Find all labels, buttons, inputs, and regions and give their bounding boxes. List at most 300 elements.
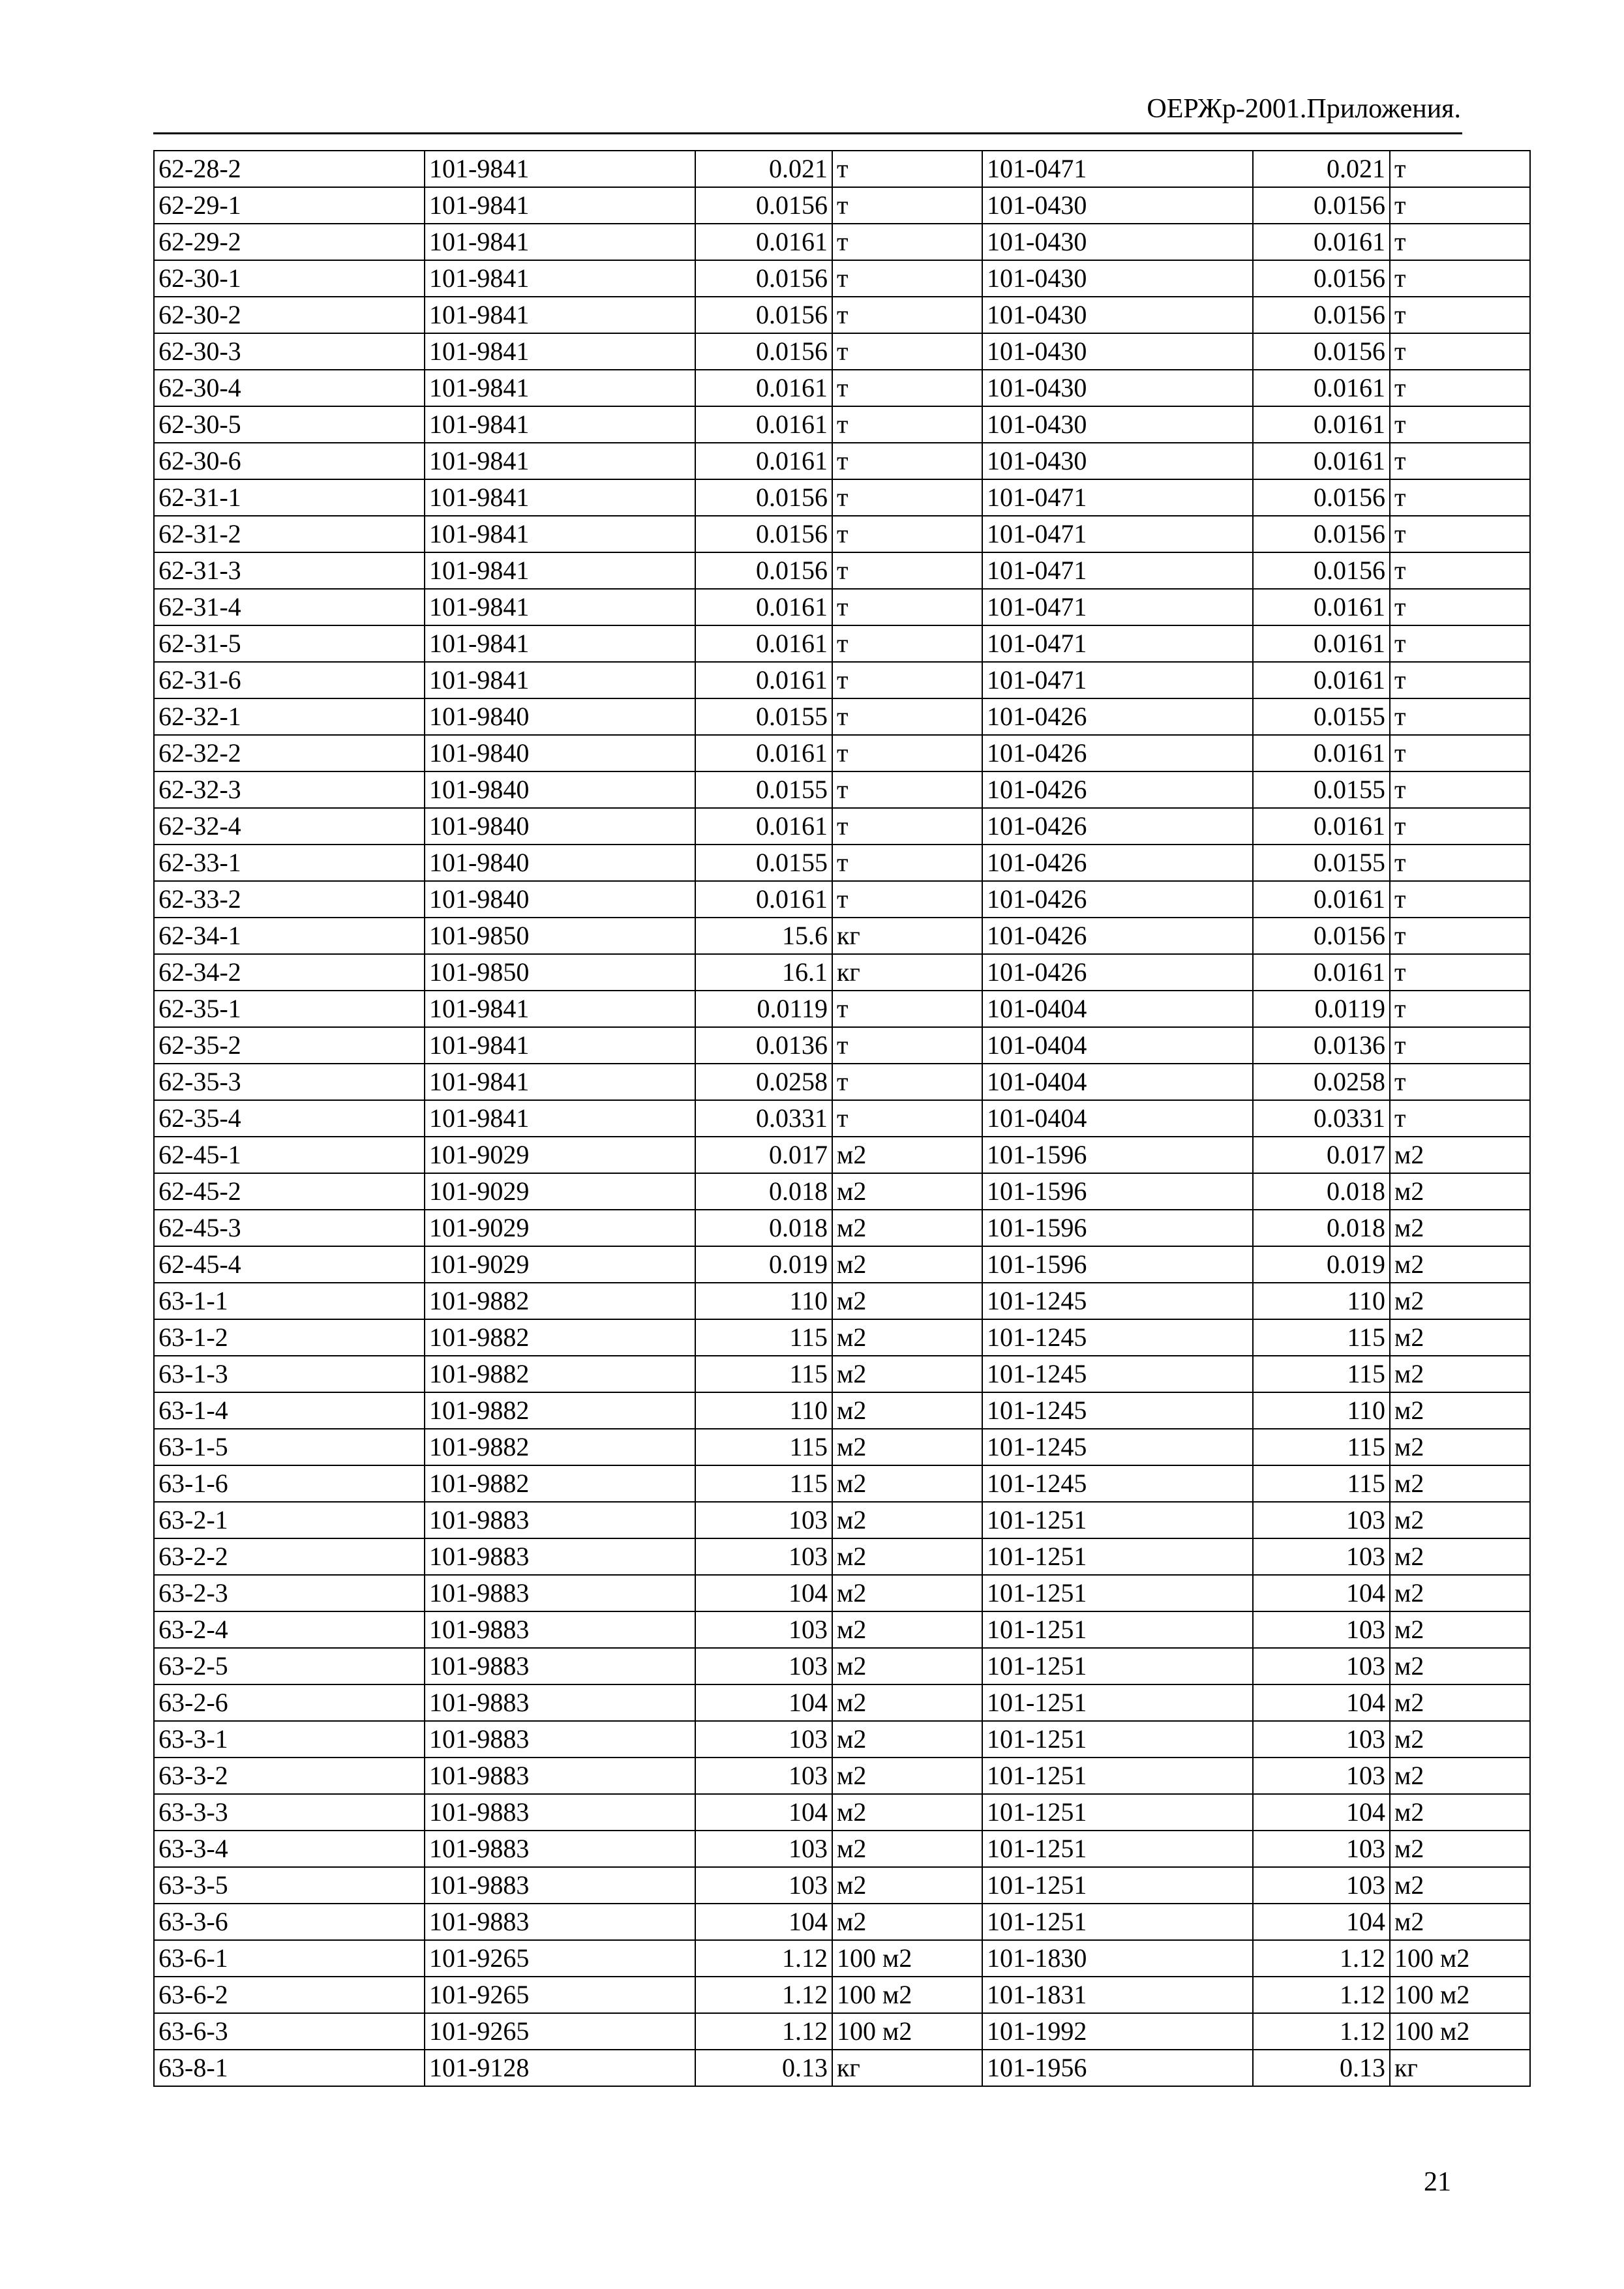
table-row	[154, 1356, 1530, 1392]
new-quantity-cell: 0.0161	[1253, 370, 1390, 406]
new-quantity-cell: 0.0258	[1253, 1064, 1390, 1100]
old-unit-cell: м2	[832, 1538, 982, 1575]
old-resource-code-cell: 101-9841	[425, 443, 695, 479]
table-row	[154, 1502, 1530, 1538]
table-row	[154, 735, 1530, 771]
table-row	[154, 881, 1530, 918]
old-unit-cell: м2	[832, 1429, 982, 1465]
new-resource-code-cell: 101-0471	[982, 479, 1253, 516]
table-row	[154, 151, 1530, 187]
old-unit-cell: т	[832, 1027, 982, 1064]
page-number: 21	[1424, 2167, 1451, 2197]
rate-code-cell: 62-45-3	[154, 1210, 425, 1246]
new-unit-cell: м2	[1390, 1173, 1530, 1210]
new-quantity-cell: 103	[1253, 1831, 1390, 1867]
old-quantity-cell: 104	[695, 1794, 832, 1831]
rate-code-cell: 62-33-2	[154, 881, 425, 918]
old-resource-code-cell: 101-9883	[425, 1904, 695, 1940]
new-unit-cell: кг	[1390, 2050, 1530, 2086]
table-body	[154, 151, 1530, 2086]
table-row	[154, 1173, 1530, 1210]
old-unit-cell: м2	[832, 1356, 982, 1392]
new-resource-code-cell: 101-1251	[982, 1575, 1253, 1611]
table-row	[154, 1137, 1530, 1173]
new-resource-code-cell: 101-0426	[982, 698, 1253, 735]
rate-code-cell: 63-3-6	[154, 1904, 425, 1940]
table-row	[154, 406, 1530, 443]
old-quantity-cell: 1.12	[695, 1977, 832, 2013]
new-resource-code-cell: 101-0426	[982, 735, 1253, 771]
old-resource-code-cell: 101-9029	[425, 1210, 695, 1246]
table-row	[154, 1648, 1530, 1684]
new-unit-cell: м2	[1390, 1319, 1530, 1356]
rate-code-cell: 63-1-5	[154, 1429, 425, 1465]
new-unit-cell: м2	[1390, 1356, 1530, 1392]
table-row	[154, 333, 1530, 370]
new-resource-code-cell: 101-1245	[982, 1429, 1253, 1465]
new-unit-cell: м2	[1390, 1721, 1530, 1758]
old-quantity-cell: 0.0161	[695, 735, 832, 771]
new-quantity-cell: 0.021	[1253, 151, 1390, 187]
old-quantity-cell: 0.0161	[695, 406, 832, 443]
rate-code-cell: 63-1-2	[154, 1319, 425, 1356]
old-resource-code-cell: 101-9883	[425, 1758, 695, 1794]
table-row	[154, 2013, 1530, 2050]
rate-code-cell: 63-2-4	[154, 1611, 425, 1648]
new-unit-cell: 100 м2	[1390, 1977, 1530, 2013]
old-unit-cell: м2	[832, 1210, 982, 1246]
old-resource-code-cell: 101-9265	[425, 1940, 695, 1977]
rate-code-cell: 62-34-1	[154, 918, 425, 954]
new-quantity-cell: 0.019	[1253, 1246, 1390, 1283]
new-resource-code-cell: 101-1596	[982, 1246, 1253, 1283]
new-resource-code-cell: 101-0426	[982, 845, 1253, 881]
old-unit-cell: т	[832, 735, 982, 771]
old-unit-cell: т	[832, 1064, 982, 1100]
table-row	[154, 1283, 1530, 1319]
new-unit-cell: т	[1390, 516, 1530, 552]
new-unit-cell: м2	[1390, 1502, 1530, 1538]
old-resource-code-cell: 101-9841	[425, 1100, 695, 1137]
old-quantity-cell: 0.0156	[695, 516, 832, 552]
table-row	[154, 1904, 1530, 1940]
new-unit-cell: т	[1390, 954, 1530, 991]
new-resource-code-cell: 101-1245	[982, 1319, 1253, 1356]
new-unit-cell: м2	[1390, 1794, 1530, 1831]
rate-code-cell: 62-30-5	[154, 406, 425, 443]
rate-code-cell: 63-1-1	[154, 1283, 425, 1319]
old-quantity-cell: 1.12	[695, 1940, 832, 1977]
new-quantity-cell: 0.0161	[1253, 662, 1390, 698]
new-unit-cell: т	[1390, 698, 1530, 735]
old-unit-cell: кг	[832, 954, 982, 991]
old-quantity-cell: 115	[695, 1429, 832, 1465]
old-unit-cell: м2	[832, 1721, 982, 1758]
new-quantity-cell: 0.0156	[1253, 552, 1390, 589]
old-quantity-cell: 0.0161	[695, 589, 832, 625]
new-resource-code-cell: 101-1251	[982, 1794, 1253, 1831]
new-quantity-cell: 103	[1253, 1502, 1390, 1538]
new-resource-code-cell: 101-1831	[982, 1977, 1253, 2013]
table-row	[154, 370, 1530, 406]
old-resource-code-cell: 101-9840	[425, 735, 695, 771]
new-quantity-cell: 0.0155	[1253, 845, 1390, 881]
table-row	[154, 991, 1530, 1027]
old-unit-cell: т	[832, 297, 982, 333]
old-unit-cell: т	[832, 333, 982, 370]
old-unit-cell: м2	[832, 1684, 982, 1721]
rate-code-cell: 63-3-1	[154, 1721, 425, 1758]
new-resource-code-cell: 101-1992	[982, 2013, 1253, 2050]
new-resource-code-cell: 101-1251	[982, 1904, 1253, 1940]
new-resource-code-cell: 101-1830	[982, 1940, 1253, 1977]
old-resource-code-cell: 101-9840	[425, 881, 695, 918]
new-quantity-cell: 104	[1253, 1575, 1390, 1611]
old-resource-code-cell: 101-9883	[425, 1502, 695, 1538]
table-row	[154, 552, 1530, 589]
new-unit-cell: т	[1390, 187, 1530, 224]
old-quantity-cell: 0.017	[695, 1137, 832, 1173]
old-resource-code-cell: 101-9882	[425, 1392, 695, 1429]
new-quantity-cell: 0.017	[1253, 1137, 1390, 1173]
old-resource-code-cell: 101-9883	[425, 1575, 695, 1611]
old-unit-cell: т	[832, 991, 982, 1027]
new-unit-cell: м2	[1390, 1246, 1530, 1283]
new-unit-cell: 100 м2	[1390, 1940, 1530, 1977]
new-resource-code-cell: 101-1245	[982, 1392, 1253, 1429]
old-resource-code-cell: 101-9029	[425, 1246, 695, 1283]
new-quantity-cell: 0.0161	[1253, 881, 1390, 918]
rate-code-cell: 62-30-1	[154, 260, 425, 297]
new-resource-code-cell: 101-0430	[982, 370, 1253, 406]
new-quantity-cell: 110	[1253, 1283, 1390, 1319]
old-unit-cell: м2	[832, 1319, 982, 1356]
old-unit-cell: т	[832, 406, 982, 443]
new-resource-code-cell: 101-1251	[982, 1502, 1253, 1538]
old-quantity-cell: 115	[695, 1356, 832, 1392]
table-row	[154, 771, 1530, 808]
old-quantity-cell: 104	[695, 1904, 832, 1940]
new-unit-cell: м2	[1390, 1758, 1530, 1794]
old-resource-code-cell: 101-9882	[425, 1283, 695, 1319]
new-resource-code-cell: 101-1245	[982, 1356, 1253, 1392]
new-quantity-cell: 104	[1253, 1794, 1390, 1831]
old-quantity-cell: 103	[695, 1538, 832, 1575]
new-quantity-cell: 103	[1253, 1867, 1390, 1904]
table-row	[154, 954, 1530, 991]
new-unit-cell: т	[1390, 1027, 1530, 1064]
table-row	[154, 224, 1530, 260]
new-quantity-cell: 1.12	[1253, 1940, 1390, 1977]
table-row	[154, 1246, 1530, 1283]
new-quantity-cell: 103	[1253, 1721, 1390, 1758]
new-unit-cell: т	[1390, 406, 1530, 443]
old-resource-code-cell: 101-9841	[425, 479, 695, 516]
old-quantity-cell: 0.0161	[695, 443, 832, 479]
rate-code-cell: 62-35-3	[154, 1064, 425, 1100]
old-resource-code-cell: 101-9882	[425, 1429, 695, 1465]
old-resource-code-cell: 101-9841	[425, 187, 695, 224]
new-resource-code-cell: 101-1251	[982, 1611, 1253, 1648]
new-resource-code-cell: 101-0471	[982, 151, 1253, 187]
old-resource-code-cell: 101-9883	[425, 1684, 695, 1721]
rate-code-cell: 63-1-3	[154, 1356, 425, 1392]
new-resource-code-cell: 101-0404	[982, 991, 1253, 1027]
new-quantity-cell: 0.0161	[1253, 735, 1390, 771]
rate-code-cell: 63-3-3	[154, 1794, 425, 1831]
old-quantity-cell: 103	[695, 1758, 832, 1794]
table-row	[154, 589, 1530, 625]
new-resource-code-cell: 101-1251	[982, 1721, 1253, 1758]
rate-code-cell: 63-6-3	[154, 2013, 425, 2050]
new-unit-cell: т	[1390, 662, 1530, 698]
old-quantity-cell: 0.0161	[695, 224, 832, 260]
table-row	[154, 1538, 1530, 1575]
old-unit-cell: т	[832, 479, 982, 516]
rate-code-cell: 63-6-2	[154, 1977, 425, 2013]
new-quantity-cell: 0.0156	[1253, 516, 1390, 552]
new-unit-cell: м2	[1390, 1538, 1530, 1575]
new-unit-cell: т	[1390, 808, 1530, 845]
rate-code-cell: 62-29-2	[154, 224, 425, 260]
old-unit-cell: м2	[832, 1611, 982, 1648]
new-resource-code-cell: 101-1251	[982, 1538, 1253, 1575]
new-resource-code-cell: 101-1251	[982, 1648, 1253, 1684]
old-quantity-cell: 16.1	[695, 954, 832, 991]
rate-code-cell: 62-32-1	[154, 698, 425, 735]
old-unit-cell: м2	[832, 1173, 982, 1210]
new-quantity-cell: 0.0331	[1253, 1100, 1390, 1137]
rate-code-cell: 63-2-3	[154, 1575, 425, 1611]
old-quantity-cell: 0.0119	[695, 991, 832, 1027]
old-resource-code-cell: 101-9850	[425, 918, 695, 954]
old-unit-cell: т	[832, 771, 982, 808]
old-resource-code-cell: 101-9882	[425, 1319, 695, 1356]
new-unit-cell: т	[1390, 552, 1530, 589]
rate-code-cell: 62-35-2	[154, 1027, 425, 1064]
new-unit-cell: т	[1390, 845, 1530, 881]
old-resource-code-cell: 101-9841	[425, 1027, 695, 1064]
rate-code-cell: 63-3-4	[154, 1831, 425, 1867]
rate-code-cell: 63-2-2	[154, 1538, 425, 1575]
new-quantity-cell: 1.12	[1253, 1977, 1390, 2013]
new-quantity-cell: 104	[1253, 1684, 1390, 1721]
table-row	[154, 1319, 1530, 1356]
new-quantity-cell: 0.13	[1253, 2050, 1390, 2086]
rate-code-cell: 62-35-1	[154, 991, 425, 1027]
new-quantity-cell: 103	[1253, 1538, 1390, 1575]
old-unit-cell: 100 м2	[832, 1940, 982, 1977]
new-unit-cell: м2	[1390, 1904, 1530, 1940]
old-unit-cell: м2	[832, 1794, 982, 1831]
new-quantity-cell: 0.0156	[1253, 187, 1390, 224]
old-quantity-cell: 0.0331	[695, 1100, 832, 1137]
old-quantity-cell: 0.0155	[695, 771, 832, 808]
new-unit-cell: т	[1390, 1064, 1530, 1100]
table-row	[154, 1100, 1530, 1137]
new-resource-code-cell: 101-0404	[982, 1100, 1253, 1137]
new-resource-code-cell: 101-0426	[982, 954, 1253, 991]
table-row	[154, 297, 1530, 333]
new-resource-code-cell: 101-0426	[982, 771, 1253, 808]
old-resource-code-cell: 101-9841	[425, 333, 695, 370]
table-row	[154, 1064, 1530, 1100]
new-resource-code-cell: 101-0430	[982, 333, 1253, 370]
new-resource-code-cell: 101-1245	[982, 1283, 1253, 1319]
old-resource-code-cell: 101-9029	[425, 1173, 695, 1210]
rate-code-cell: 62-34-2	[154, 954, 425, 991]
resource-table	[153, 150, 1531, 2087]
old-quantity-cell: 0.0155	[695, 698, 832, 735]
table-row	[154, 1867, 1530, 1904]
new-quantity-cell: 0.0156	[1253, 479, 1390, 516]
new-quantity-cell: 0.0161	[1253, 625, 1390, 662]
old-quantity-cell: 110	[695, 1392, 832, 1429]
old-unit-cell: т	[832, 662, 982, 698]
old-unit-cell: т	[832, 260, 982, 297]
old-resource-code-cell: 101-9841	[425, 297, 695, 333]
new-unit-cell: т	[1390, 771, 1530, 808]
new-unit-cell: т	[1390, 918, 1530, 954]
old-quantity-cell: 0.0136	[695, 1027, 832, 1064]
new-resource-code-cell: 101-0426	[982, 918, 1253, 954]
old-quantity-cell: 0.0156	[695, 552, 832, 589]
rate-code-cell: 62-30-3	[154, 333, 425, 370]
new-unit-cell: м2	[1390, 1648, 1530, 1684]
rate-code-cell: 62-45-4	[154, 1246, 425, 1283]
old-quantity-cell: 0.018	[695, 1173, 832, 1210]
old-quantity-cell: 0.021	[695, 151, 832, 187]
old-quantity-cell: 103	[695, 1721, 832, 1758]
rate-code-cell: 62-29-1	[154, 187, 425, 224]
old-resource-code-cell: 101-9882	[425, 1356, 695, 1392]
new-unit-cell: т	[1390, 297, 1530, 333]
old-quantity-cell: 115	[695, 1319, 832, 1356]
new-quantity-cell: 0.0136	[1253, 1027, 1390, 1064]
old-unit-cell: кг	[832, 2050, 982, 2086]
rate-code-cell: 62-30-6	[154, 443, 425, 479]
new-quantity-cell: 115	[1253, 1465, 1390, 1502]
table-row	[154, 187, 1530, 224]
old-resource-code-cell: 101-9128	[425, 2050, 695, 2086]
rate-code-cell: 63-1-6	[154, 1465, 425, 1502]
new-unit-cell: м2	[1390, 1684, 1530, 1721]
rate-code-cell: 63-6-1	[154, 1940, 425, 1977]
new-quantity-cell: 0.0161	[1253, 443, 1390, 479]
old-resource-code-cell: 101-9841	[425, 151, 695, 187]
old-resource-code-cell: 101-9841	[425, 552, 695, 589]
rate-code-cell: 63-3-5	[154, 1867, 425, 1904]
new-unit-cell: м2	[1390, 1867, 1530, 1904]
new-quantity-cell: 0.0161	[1253, 224, 1390, 260]
old-quantity-cell: 115	[695, 1465, 832, 1502]
new-resource-code-cell: 101-0404	[982, 1027, 1253, 1064]
rate-code-cell: 62-30-4	[154, 370, 425, 406]
old-resource-code-cell: 101-9841	[425, 406, 695, 443]
old-unit-cell: м2	[832, 1465, 982, 1502]
table-row	[154, 1794, 1530, 1831]
table-row	[154, 516, 1530, 552]
new-unit-cell: т	[1390, 333, 1530, 370]
old-resource-code-cell: 101-9883	[425, 1721, 695, 1758]
old-unit-cell: м2	[832, 1137, 982, 1173]
old-quantity-cell: 0.0161	[695, 370, 832, 406]
old-resource-code-cell: 101-9841	[425, 370, 695, 406]
new-quantity-cell: 103	[1253, 1648, 1390, 1684]
old-quantity-cell: 15.6	[695, 918, 832, 954]
old-quantity-cell: 0.0161	[695, 808, 832, 845]
old-quantity-cell: 103	[695, 1611, 832, 1648]
table-row	[154, 1758, 1530, 1794]
new-resource-code-cell: 101-1251	[982, 1831, 1253, 1867]
old-quantity-cell: 103	[695, 1867, 832, 1904]
old-unit-cell: т	[832, 881, 982, 918]
table-row	[154, 1611, 1530, 1648]
old-quantity-cell: 103	[695, 1648, 832, 1684]
old-unit-cell: т	[832, 151, 982, 187]
new-quantity-cell: 0.018	[1253, 1210, 1390, 1246]
new-unit-cell: т	[1390, 881, 1530, 918]
table-row	[154, 1721, 1530, 1758]
new-unit-cell: т	[1390, 1100, 1530, 1137]
new-unit-cell: т	[1390, 370, 1530, 406]
new-resource-code-cell: 101-0426	[982, 808, 1253, 845]
old-resource-code-cell: 101-9840	[425, 771, 695, 808]
old-unit-cell: т	[832, 443, 982, 479]
old-resource-code-cell: 101-9840	[425, 808, 695, 845]
old-resource-code-cell: 101-9841	[425, 1064, 695, 1100]
new-unit-cell: м2	[1390, 1575, 1530, 1611]
old-unit-cell: т	[832, 224, 982, 260]
rate-code-cell: 62-31-4	[154, 589, 425, 625]
new-unit-cell: м2	[1390, 1137, 1530, 1173]
old-resource-code-cell: 101-9841	[425, 224, 695, 260]
old-unit-cell: м2	[832, 1502, 982, 1538]
new-unit-cell: 100 м2	[1390, 2013, 1530, 2050]
old-unit-cell: м2	[832, 1575, 982, 1611]
old-quantity-cell: 0.0161	[695, 881, 832, 918]
new-resource-code-cell: 101-1251	[982, 1867, 1253, 1904]
new-quantity-cell: 103	[1253, 1611, 1390, 1648]
new-quantity-cell: 0.018	[1253, 1173, 1390, 1210]
new-quantity-cell: 0.0161	[1253, 589, 1390, 625]
new-unit-cell: м2	[1390, 1611, 1530, 1648]
new-quantity-cell: 0.0161	[1253, 406, 1390, 443]
rate-code-cell: 62-45-2	[154, 1173, 425, 1210]
old-resource-code-cell: 101-9850	[425, 954, 695, 991]
old-quantity-cell: 0.0155	[695, 845, 832, 881]
new-quantity-cell: 0.0119	[1253, 991, 1390, 1027]
new-unit-cell: т	[1390, 991, 1530, 1027]
table-row	[154, 1392, 1530, 1429]
old-unit-cell: т	[832, 625, 982, 662]
old-unit-cell: т	[832, 698, 982, 735]
new-unit-cell: т	[1390, 224, 1530, 260]
new-quantity-cell: 1.12	[1253, 2013, 1390, 2050]
rate-code-cell: 62-45-1	[154, 1137, 425, 1173]
new-quantity-cell: 115	[1253, 1319, 1390, 1356]
old-quantity-cell: 0.0161	[695, 625, 832, 662]
old-unit-cell: т	[832, 370, 982, 406]
rate-code-cell: 62-31-1	[154, 479, 425, 516]
old-unit-cell: м2	[832, 1392, 982, 1429]
new-resource-code-cell: 101-0430	[982, 297, 1253, 333]
rate-code-cell: 63-2-5	[154, 1648, 425, 1684]
new-quantity-cell: 110	[1253, 1392, 1390, 1429]
new-quantity-cell: 0.0156	[1253, 333, 1390, 370]
old-unit-cell: м2	[832, 1904, 982, 1940]
new-resource-code-cell: 101-1956	[982, 2050, 1253, 2086]
